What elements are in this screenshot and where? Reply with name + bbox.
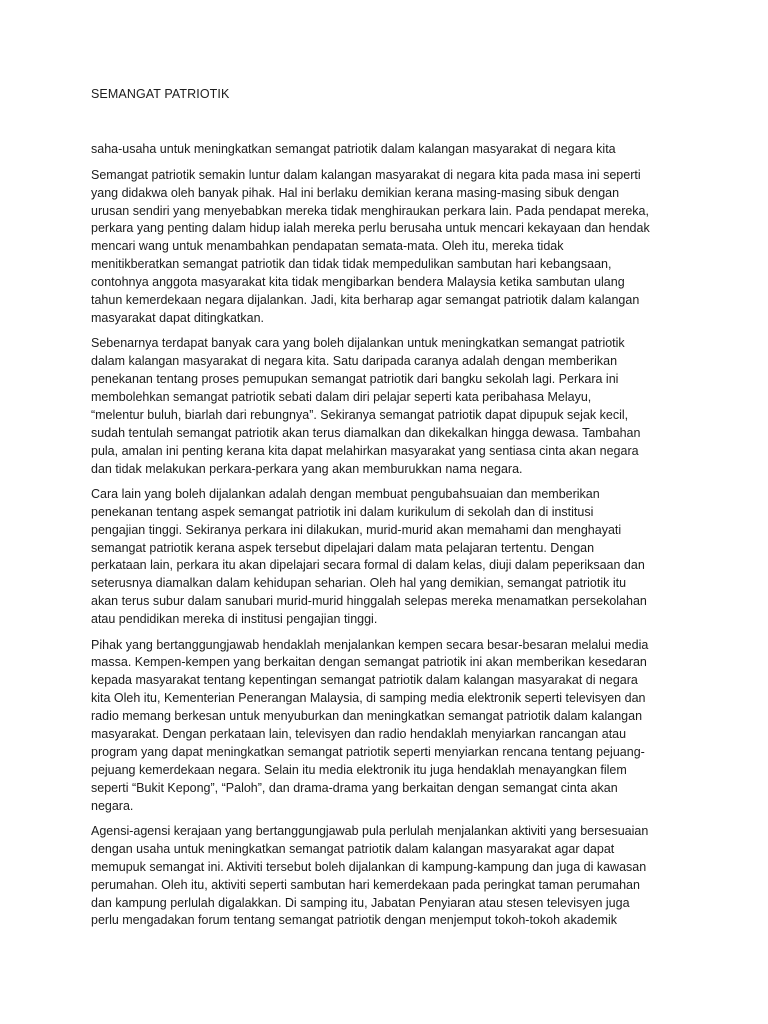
paragraph-line: Sebenarnya terdapat banyak cara yang boleh dijalankan untuk meningkatkan semangat patriotik xyxy=(91,336,625,351)
paragraph-line: seterusnya diamalkan dalam kehidupan seharian. Oleh hal yang demikian, semangat patriotik itu xyxy=(91,576,627,591)
document-body xyxy=(91,86,751,938)
paragraph-line: perlu mengadakan forum tentang semangat patriotik dengan menjemput tokoh-tokoh akademik xyxy=(91,913,618,928)
paragraph-line: membolehkan semangat patriotik sebati dalam diri pelajar seperti kata peribahasa Melayu, xyxy=(91,389,592,404)
paragraph-line: akan terus subur dalam sanubari murid-murid hinggalah selepas mereka menamatkan persekolahan xyxy=(91,594,647,609)
paragraph-line: perkataan lain, perkara itu akan dipelajari secara formal di dalam kelas, diuji dalam peperiksaan dan xyxy=(91,558,645,573)
paragraph-line: radio memang berkesan untuk menyuburkan dan meningkatkan semangat patriotik dalam kalangan xyxy=(91,709,643,724)
paragraph-3 xyxy=(91,486,751,629)
paragraph-line: memupuk semangat ini. Aktiviti tersebut boleh dijalankan di kampung-kampung dan juga di kawasan xyxy=(91,859,647,874)
paragraph-line: Semangat patriotik semakin luntur dalam kalangan masyarakat di negara kita pada masa ini seperti xyxy=(91,167,641,182)
paragraph-line: negara. xyxy=(91,798,134,813)
paragraph-line: program yang dapat meningkatkan semangat patriotik seperti menyiarkan rencana tentang pejuang- xyxy=(91,744,645,759)
paragraph-line: dalam kalangan masyarakat di negara kita. Satu daripada caranya adalah dengan memberikan xyxy=(91,354,618,369)
paragraph-line: contohnya anggota masyarakat kita tidak mengibarkan bendera Malaysia ketika sambutan ulang xyxy=(91,275,625,290)
essay-question: saha-usaha untuk meningkatkan semangat patriotik dalam kalangan masyarakat di negara kita xyxy=(91,141,616,156)
paragraph-2 xyxy=(91,335,751,478)
paragraph-line: semangat patriotik kerana aspek tersebut dipelajari dalam mata pelajaran tertentu. Dengan xyxy=(91,540,595,555)
paragraph-line: penekanan tentang proses pemupukan semangat patriotik dari bangku sekolah lagi. Perkara ini xyxy=(91,372,619,387)
paragraph-line: atau pendidikan mereka di institusi pengajian tinggi. xyxy=(91,612,378,627)
paragraph-line: kita Oleh itu, Kementerian Penerangan Malaysia, di samping media elektronik seperti televisyen dan xyxy=(91,691,646,706)
paragraph-line: dan kampung perlulah digalakkan. Di samping itu, Jabatan Penyiaran atau stesen televisyen juga xyxy=(91,895,630,910)
paragraph-line: “melentur buluh, biarlah dari rebungnya”. Sekiranya semangat patriotik dapat dipupuk sejak kecil, xyxy=(91,407,629,422)
paragraph-line: perkara yang penting dalam hidup ialah mereka perlu berusaha untuk mencari kekayaan dan hendak xyxy=(91,221,650,236)
paragraph-line: kepada masyarakat tentang kepentingan semangat patriotik dalam kalangan masyarakat di negara xyxy=(91,673,638,688)
paragraph-line: Pihak yang bertanggungjawab hendaklah menjalankan kempen secara besar-besaran melalui media xyxy=(91,637,649,652)
paragraph-line: menitikberatkan semangat patriotik dan tidak tidak mempedulikan sambutan hari kebangsaan, xyxy=(91,257,612,272)
paragraph-line: urusan sendiri yang menyebabkan mereka tidak menghiraukan perkara lain. Pada pendapat mereka, xyxy=(91,203,649,218)
paragraph-line: pejuang kemerdekaan negara. Selain itu media elektronik itu juga hendaklah menayangkan filem xyxy=(91,762,627,777)
paragraph-line: Agensi-agensi kerajaan yang bertanggungjawab pula perlulah menjalankan aktiviti yang bersesuaian xyxy=(91,823,649,838)
paragraph-line: masyarakat dapat ditingkatkan. xyxy=(91,310,265,325)
paragraph-4 xyxy=(91,637,751,816)
paragraph-line: tahun kemerdekaan negara dijalankan. Jadi, kita berharap agar semangat patriotik dalam kalangan xyxy=(91,293,640,308)
paragraph-line: yang didakwa oleh banyak pihak. Hal ini berlaku demikian kerana masing-masing sibuk dengan xyxy=(91,185,620,200)
paragraph-line: perumahan. Oleh itu, aktiviti seperti sambutan hari kemerdekaan pada peringkat taman perumahan xyxy=(91,877,640,892)
paragraph-line: pula, amalan ini penting kerana kita dapat melahirkan masyarakat yang sentiasa cinta akan negara xyxy=(91,443,639,458)
paragraph-5 xyxy=(91,823,751,930)
paragraph-line: penekanan tentang aspek semangat patriotik ini dalam kurikulum di sekolah dan di institusi xyxy=(91,504,594,519)
document-title: SEMANGAT PATRIOTIK xyxy=(91,87,230,101)
paragraph-line: dengan usaha untuk meningkatkan semangat patriotik dalam kalangan masyarakat agar dapat xyxy=(91,841,615,856)
paragraph-line: Cara lain yang boleh dijalankan adalah dengan membuat pengubahsuaian dan memberikan xyxy=(91,486,600,501)
paragraph-line: massa. Kempen-kempen yang berkaitan dengan semangat patriotik ini akan memberikan kesedaran xyxy=(91,655,647,670)
paragraph-line: pengajian tinggi. Sekiranya perkara ini dilakukan, murid-murid akan memahami dan menghayati xyxy=(91,522,622,537)
paragraph-line: sudah tentulah semangat patriotik akan terus diamalkan dan dikekalkan hingga dewasa. Tambahan xyxy=(91,425,641,440)
paragraph-1 xyxy=(91,167,751,328)
paragraph-line: dan tidak melakukan perkara-perkara yang akan memburukkan nama negara. xyxy=(91,461,523,476)
paragraph-line: masyarakat. Dengan perkataan lain, televisyen dan radio hendaklah menyiarkan rancangan atau xyxy=(91,727,627,741)
paragraph-line: mencari wang untuk menambahkan pendapatan semata-mata. Oleh itu, mereka tidak xyxy=(91,239,564,254)
paragraph-line: seperti “Bukit Kepong”, “Paloh”, dan drama-drama yang berkaitan dengan semangat cinta akan xyxy=(91,780,618,795)
